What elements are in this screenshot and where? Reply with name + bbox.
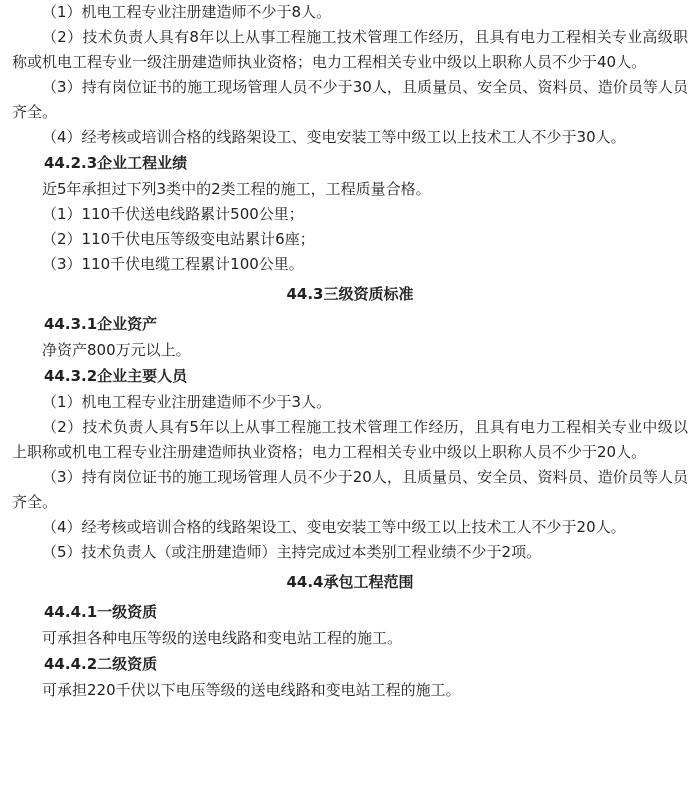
performance-item-3: （3）110千伏电缆工程累计100公里。 — [42, 255, 304, 273]
grade1-text: 可承担各种电压等级的送电线路和变电站工程的施工。 — [42, 629, 403, 647]
scope-title: 44.4承包工程范围 — [286, 573, 414, 591]
level3-staff-heading: 44.3.2企业主要人员 — [44, 367, 188, 385]
grade1-heading: 44.4.1一级资质 — [44, 603, 158, 621]
level3-item-2: （2）技术负责人具有5年以上从事工程施工技术管理工作经历，且具有电力工程相关专业中级以上职称或机电工程专业注册建造师执业资格；电力工程相关专业中级以上职称人员不少于20人。 — [12, 418, 688, 461]
staff-item-2: （2）技术负责人具有8年以上从事工程施工技术管理工作经历，且具有电力工程相关专业高级职称或机电工程专业一级注册建造师执业资格；电力工程相关专业中级以上职称人员不少于40人。 — [12, 28, 688, 71]
level3-item-3: （3）持有岗位证书的施工现场管理人员不少于20人，且质量员、安全员、资料员、造价员等人员齐全。 — [12, 468, 688, 511]
level3-assets-heading: 44.3.1企业资产 — [44, 315, 158, 333]
performance-item-1: （1）110千伏送电线路累计500公里； — [42, 205, 304, 223]
level3-assets-text: 净资产800万元以上。 — [42, 341, 191, 359]
staff-item-1: （1）机电工程专业注册建造师不少于8人。 — [42, 3, 332, 21]
level3-item-5: （5）技术负责人（或注册建造师）主持完成过本类别工程业绩不少于2项。 — [42, 543, 542, 561]
level3-title: 44.3三级资质标准 — [286, 285, 414, 303]
staff-item-4: （4）经考核或培训合格的线路架设工、变电安装工等中级工以上技术工人不少于30人。 — [42, 128, 626, 146]
staff-item-3: （3）持有岗位证书的施工现场管理人员不少于30人，且质量员、安全员、资料员、造价员等人员齐全。 — [12, 78, 688, 121]
grade2-heading: 44.4.2二级资质 — [44, 655, 158, 673]
level3-item-4: （4）经考核或培训合格的线路架设工、变电安装工等中级工以上技术工人不少于20人。 — [42, 518, 626, 536]
performance-heading: 44.2.3企业工程业绩 — [44, 154, 188, 172]
performance-item-2: （2）110千伏电压等级变电站累计6座； — [42, 230, 315, 248]
level3-item-1: （1）机电工程专业注册建造师不少于3人。 — [42, 393, 332, 411]
grade2-text: 可承担220千伏以下电压等级的送电线路和变电站工程的施工。 — [42, 681, 461, 699]
performance-intro: 近5年承担过下列3类中的2类工程的施工，工程质量合格。 — [42, 180, 431, 198]
